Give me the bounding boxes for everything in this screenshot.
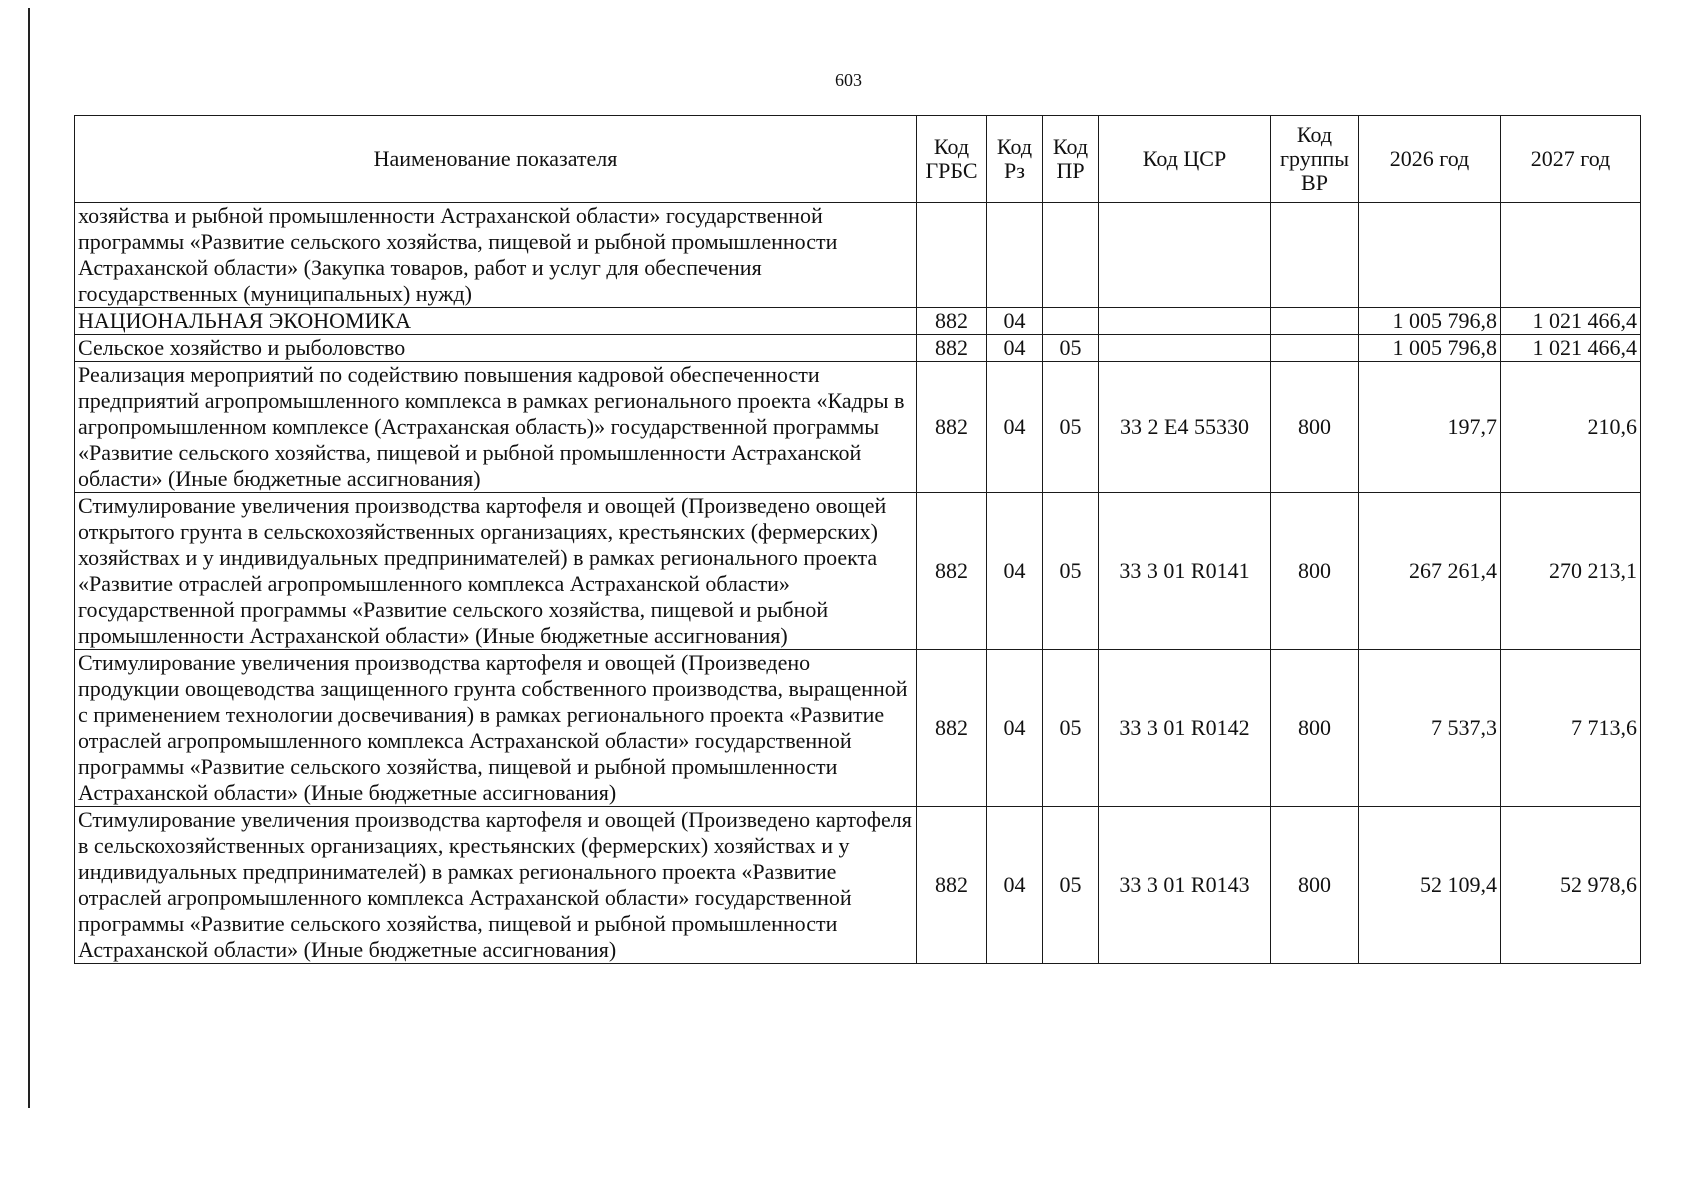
row-grbs: 882 [917, 650, 987, 807]
row-2027: 210,6 [1501, 362, 1641, 493]
header-grbs-line2: ГРБС [925, 158, 978, 183]
header-vr-line1: Код [1296, 122, 1333, 147]
header-pr [1043, 116, 1099, 203]
header-pr-line2: ПР [1056, 158, 1085, 183]
row-2026: 52 109,4 [1359, 807, 1501, 964]
row-2026: 1 005 796,8 [1359, 335, 1501, 362]
table-row [75, 203, 1641, 308]
header-grbs-line1: Код [933, 134, 970, 159]
row-pr: 05 [1043, 493, 1099, 650]
header-rz-line2: Рз [1004, 158, 1025, 183]
row-rz: 04 [987, 335, 1043, 362]
row-rz: 04 [987, 308, 1043, 335]
row-vr: 800 [1271, 650, 1359, 807]
row-grbs: 882 [917, 807, 987, 964]
row-2027: 270 213,1 [1501, 493, 1641, 650]
table-row [75, 493, 1641, 650]
margin-line [28, 8, 30, 1108]
row-vr [1271, 335, 1359, 362]
table-row [75, 308, 1641, 335]
row-rz: 04 [987, 362, 1043, 493]
row-csr: 33 2 Е4 55330 [1099, 362, 1271, 493]
row-pr [1043, 203, 1099, 308]
row-name: Стимулирование увеличения производства картофеля и овощей (Произведено овощей открытого грунта в сельскохозяйственных организациях, крестьянских (фермерских) хозяйствах и у индивидуальных предпринимателей) в рамках регионального проекта «Развитие отраслей агропромышленного комплекса Астраханской области» государственной программы «Развитие сельского хозяйства, пищевой и рыбной промышленности Астраханской области» (Иные бюджетные ассигнования) [75, 493, 917, 650]
row-csr [1099, 308, 1271, 335]
header-2026: 2026 год [1359, 116, 1501, 203]
page-number: 603 [835, 70, 862, 90]
row-vr [1271, 203, 1359, 308]
header-row [75, 116, 1641, 203]
row-name: Реализация мероприятий по содействию повышения кадровой обеспеченности предприятий агропромышленного комплекса в рамках регионального проекта «Кадры в агропромышленном комплексе (Астраханская область)» государственной программы «Развитие сельского хозяйства, пищевой и рыбной промышленности Астраханской области» (Иные бюджетные ассигнования) [75, 362, 917, 493]
header-rz [987, 116, 1043, 203]
row-2027 [1501, 203, 1641, 308]
row-vr: 800 [1271, 362, 1359, 493]
row-csr [1099, 335, 1271, 362]
row-csr [1099, 203, 1271, 308]
row-2027: 1 021 466,4 [1501, 335, 1641, 362]
header-vr-line3: ВР [1301, 170, 1328, 195]
row-2027: 52 978,6 [1501, 807, 1641, 964]
header-rz-line1: Код [996, 134, 1033, 159]
row-2027: 7 713,6 [1501, 650, 1641, 807]
header-vr-line2: группы [1279, 146, 1350, 171]
table-row [75, 807, 1641, 964]
row-csr: 33 3 01 R0141 [1099, 493, 1271, 650]
row-name: НАЦИОНАЛЬНАЯ ЭКОНОМИКА [75, 308, 917, 335]
header-2027: 2027 год [1501, 116, 1641, 203]
row-name: Стимулирование увеличения производства картофеля и овощей (Произведено продукции овощеводства защищенного грунта собственного производства, выращенной с применением технологии досвечивания) в рамках регионального проекта «Развитие отраслей агропромышленного комплекса Астраханской области» государственной программы «Развитие сельского хозяйства, пищевой и рыбной промышленности Астраханской области» (Иные бюджетные ассигнования) [75, 650, 917, 807]
row-grbs: 882 [917, 335, 987, 362]
row-vr: 800 [1271, 807, 1359, 964]
row-name: Стимулирование увеличения производства картофеля и овощей (Произведено картофеля в сельскохозяйственных организациях, крестьянских (фермерских) хозяйствах и у индивидуальных предпринимателей) в рамках регионального проекта «Развитие отраслей агропромышленного комплекса Астраханской области» государственной программы «Развитие сельского хозяйства, пищевой и рыбной промышленности Астраханской области» (Иные бюджетные ассигнования) [75, 807, 917, 964]
row-pr: 05 [1043, 650, 1099, 807]
row-2026: 1 005 796,8 [1359, 308, 1501, 335]
row-pr [1043, 308, 1099, 335]
row-pr: 05 [1043, 362, 1099, 493]
row-grbs: 882 [917, 308, 987, 335]
row-grbs: 882 [917, 362, 987, 493]
row-csr: 33 3 01 R0142 [1099, 650, 1271, 807]
row-2026: 267 261,4 [1359, 493, 1501, 650]
budget-table [74, 115, 1641, 964]
row-2026 [1359, 203, 1501, 308]
header-grbs [917, 116, 987, 203]
header-csr: Код ЦСР [1099, 116, 1271, 203]
table-row [75, 335, 1641, 362]
row-csr: 33 3 01 R0143 [1099, 807, 1271, 964]
header-name: Наименование показателя [75, 116, 917, 203]
row-grbs: 882 [917, 493, 987, 650]
row-rz: 04 [987, 807, 1043, 964]
row-2026: 197,7 [1359, 362, 1501, 493]
row-name: хозяйства и рыбной промышленности Астраханской области» государственной программы «Развитие сельского хозяйства, пищевой и рыбной промышленности Астраханской области» (Закупка товаров, работ и услуг для обеспечения государственных (муниципальных) нужд) [75, 203, 917, 308]
row-vr [1271, 308, 1359, 335]
header-pr-line1: Код [1052, 134, 1089, 159]
row-pr: 05 [1043, 807, 1099, 964]
header-vr [1271, 116, 1359, 203]
row-vr: 800 [1271, 493, 1359, 650]
row-rz: 04 [987, 493, 1043, 650]
row-pr: 05 [1043, 335, 1099, 362]
row-2027: 1 021 466,4 [1501, 308, 1641, 335]
row-rz [987, 203, 1043, 308]
row-grbs [917, 203, 987, 308]
table-row [75, 650, 1641, 807]
table-row [75, 362, 1641, 493]
row-name: Сельское хозяйство и рыболовство [75, 335, 917, 362]
row-rz: 04 [987, 650, 1043, 807]
row-2026: 7 537,3 [1359, 650, 1501, 807]
